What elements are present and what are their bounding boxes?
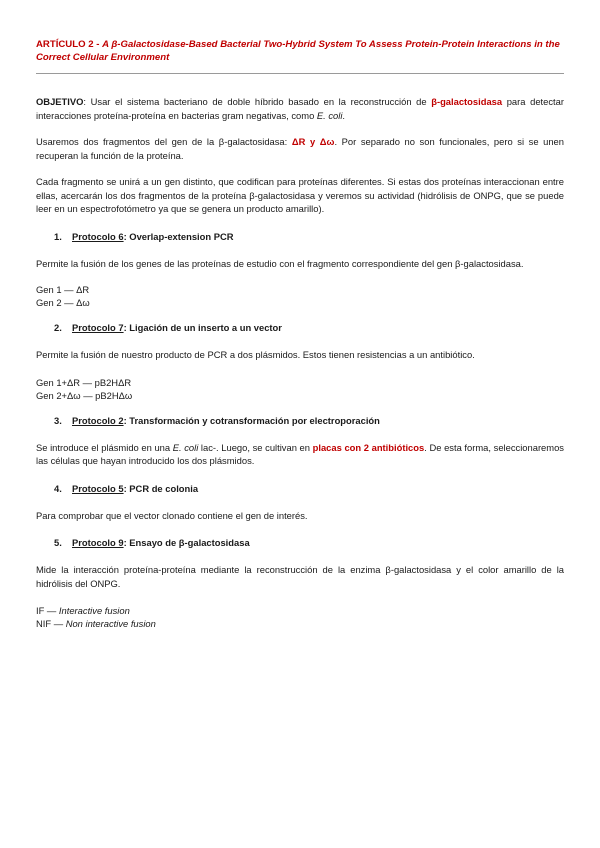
title-divider (36, 73, 564, 74)
section-2-heading (36, 321, 564, 334)
section-1-protocol: Protocolo 6 (72, 230, 124, 242)
section-3-text-3: . De esta forma, seleccionaremos las células que hayan introducido los dos plásmidos. (36, 441, 564, 466)
objetivo-label: OBJETIVO (36, 96, 84, 107)
section-1-title: : Overlap-extension PCR (123, 230, 234, 242)
section-2-text: Permite la fusión de nuestro producto de PCR a dos plásmidos. Estos tienen resistencias a un antibiótico. (36, 349, 475, 360)
legend-nif-abbr: NIF — (36, 618, 66, 629)
section-3-organism: E. coli (172, 441, 199, 453)
fragmentos-text-1: Usaremos dos fragmentos del gen de la β-galactosidasa: (36, 136, 292, 147)
cada-fragmento-paragraph: Cada fragmento se unirá a un gen distinto, que codifican para proteínas diferentes. Si estas dos proteínas interaccionan entre ellas, acercarán los dos fragmentos de la proteína β-galactosidasa y veremos su actividad (hidrólisis de ONPG, que se puede leer en un espectrofotómetro ya que se genera un producto amarillo). (36, 176, 564, 214)
article-title-prefix: ARTÍCULO 2 - (36, 39, 103, 50)
fragmentos-paragraph (36, 135, 564, 162)
objetivo-text-2: para detectar interacciones proteína-proteína en bacterias gram negativas, como (36, 96, 564, 121)
section-1-heading (36, 230, 564, 243)
section-5-protocol: Protocolo 9 (72, 537, 124, 548)
section-2-protocol: Protocolo 7 (72, 322, 124, 333)
fragmentos-text-2: . Por separado no son funcionales, pero si se unen recuperan la función de la proteína. (36, 136, 564, 161)
objetivo-text-3: . (342, 109, 346, 121)
abbreviation-legend (36, 604, 564, 630)
objetivo-text-1: : Usar el sistema bacteriano de doble híbrido basado en la reconstrucción de (83, 96, 432, 107)
section-1-number: 1. (54, 230, 62, 242)
section-4-protocol: Protocolo 5 (72, 482, 124, 494)
section-5-heading (36, 536, 564, 549)
section-2-line-2: Gen 2+Δω — pB2HΔω (36, 389, 133, 401)
section-4-number: 4. (54, 482, 62, 494)
fragmentos-highlight: ΔR y Δω (291, 136, 335, 147)
section-1-line-2: Gen 2 — Δω (36, 297, 90, 308)
section-4-title: : PCR de colonia (123, 482, 199, 494)
article-title-main: A β-Galactosidase-Based Bacterial Two-Hybrid System To Assess Protein-Protein Interactions in the Correct Cellular Environment (36, 39, 560, 63)
article-title (36, 38, 564, 64)
section-5-title: : Ensayo de β-galactosidasa (123, 537, 250, 548)
legend-if-desc: Interactive fusion (58, 605, 130, 616)
section-2-number: 2. (54, 322, 62, 333)
section-3-protocol: Protocolo 2 (72, 414, 124, 426)
section-4-heading (36, 482, 564, 495)
legend-nif-desc: Non interactive fusion (65, 618, 156, 629)
document-content (36, 38, 564, 630)
objetivo-highlight: β-galactosidasa (431, 96, 503, 107)
section-3-title: : Transformación y cotransformación por electroporación (123, 414, 380, 426)
section-1-text: Permite la fusión de los genes de las proteínas de estudio con el fragmento correspondiente del gen β-galactosidasa. (36, 257, 524, 269)
section-3-text-2: lac-. Luego, se cultivan en (198, 441, 313, 453)
section-3-highlight: placas con 2 antibióticos (312, 441, 425, 453)
section-3-heading (36, 414, 564, 427)
legend-if (36, 604, 564, 617)
section-3-text-1: Se introduce el plásmido en una (36, 441, 173, 453)
objetivo-paragraph (36, 95, 564, 122)
section-2-line-1: Gen 1+ΔR — pB2HΔR (36, 376, 132, 388)
section-5-text: Mide la interacción proteína-proteína mediante la reconstrucción de la enzima β-galactosidasa y el color amarillo de la hidrólisis del ONPG. (36, 564, 564, 589)
section-4-text: Para comprobar que el vector clonado contiene el gen de interés. (36, 509, 308, 521)
legend-if-abbr: IF — (36, 605, 59, 616)
objetivo-organism: E. coli (316, 109, 343, 121)
section-5-number: 5. (54, 537, 62, 548)
section-1-line-1: Gen 1 — ΔR (36, 284, 90, 295)
legend-nif (36, 617, 564, 630)
section-3-text (36, 441, 564, 468)
section-2-title: : Ligación de un inserto a un vector (123, 322, 282, 333)
section-3-number: 3. (54, 414, 62, 426)
